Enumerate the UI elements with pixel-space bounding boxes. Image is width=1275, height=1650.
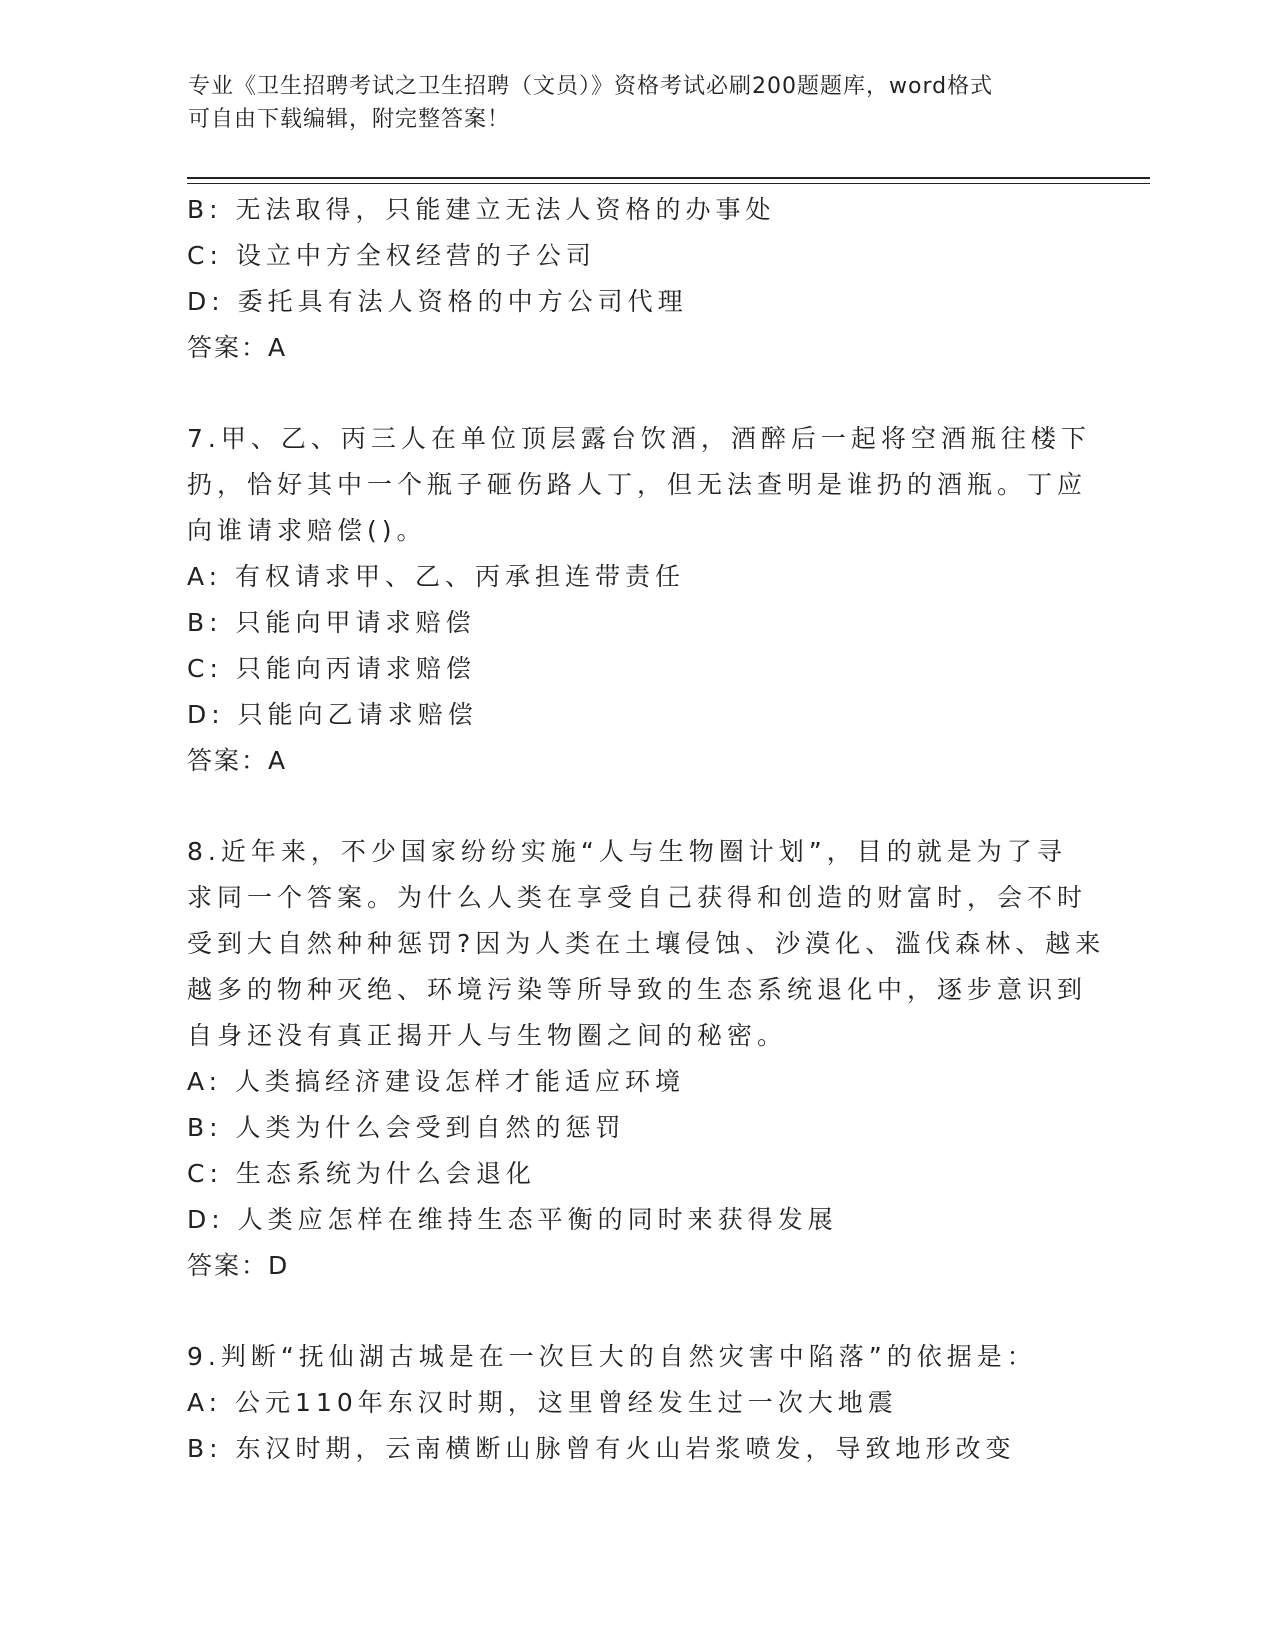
header-title-line-1: 专业《卫生招聘考试之卫生招聘（文员）》资格考试必刷200题题库，word格式 — [188, 74, 994, 99]
question-stem-line: 扔，恰好其中一个瓶子砸伤路人丁，但无法查明是谁扔的酒瓶。丁应 — [187, 470, 1088, 499]
option-d: D: 人类应怎样在维持生态平衡的同时来获得发展 — [187, 1205, 838, 1234]
document-body — [187, 187, 1106, 1472]
question-stem-line: 向谁请求赔偿()。 — [187, 516, 427, 545]
option-a: A: 人类搞经济建设怎样才能适应环境 — [187, 1067, 686, 1096]
question-9 — [187, 1334, 1087, 1472]
option-d: D: 只能向乙请求赔偿 — [187, 700, 478, 729]
option-a: A: 公元110年东汉时期，这里曾经发生过一次大地震 — [187, 1388, 898, 1417]
question-stem-line: 自身还没有真正揭开人与生物圈之间的秘密。 — [187, 1021, 788, 1050]
option-d: D: 委托具有法人资格的中方公司代理 — [187, 287, 688, 316]
option-b: B: 只能向甲请求赔偿 — [187, 608, 476, 637]
option-b: B: 人类为什么会受到自然的惩罚 — [187, 1113, 626, 1142]
option-a: A: 有权请求甲、乙、丙承担连带责任 — [187, 562, 686, 591]
question-8 — [187, 829, 1106, 1289]
option-c: C: 生态系统为什么会退化 — [187, 1159, 536, 1188]
question-stem-line: 求同一个答案。为什么人类在享受自己获得和创造的财富时，会不时 — [187, 883, 1088, 912]
page-header — [188, 70, 1088, 136]
option-b: B: 无法取得，只能建立无法人资格的办事处 — [187, 195, 776, 224]
question-7 — [187, 416, 1091, 784]
question-stem-line: 9.判断“抚仙湖古城是在一次巨大的自然灾害中陷落”的依据是： — [187, 1342, 1037, 1371]
option-c: C: 只能向丙请求赔偿 — [187, 654, 476, 683]
spacer — [187, 1289, 1087, 1334]
question-stem-line: 越多的物种灭绝、环境污染等所导致的生态系统退化中，逐步意识到 — [187, 975, 1088, 1004]
question-stem-line: 受到大自然种种惩罚?因为人类在土壤侵蚀、沙漠化、滥伐森林、越来 — [187, 929, 1106, 958]
option-c: C: 设立中方全权经营的子公司 — [187, 241, 596, 270]
spacer — [187, 371, 1087, 416]
spacer — [187, 784, 1087, 829]
header-title-line-2: 可自由下载编辑，附完整答案！ — [188, 107, 511, 132]
answer-line: 答案：A — [187, 746, 288, 775]
question-6-tail — [187, 187, 1087, 371]
answer-line: 答案：D — [187, 1251, 290, 1280]
header-divider-thick — [187, 177, 1150, 179]
answer-line: 答案：A — [187, 333, 288, 362]
question-stem-line: 7.甲、乙、丙三人在单位顶层露台饮酒，酒醉后一起将空酒瓶往楼下 — [187, 424, 1091, 453]
option-b: B: 东汉时期，云南横断山脉曾有火山岩浆喷发，导致地形改变 — [187, 1434, 1016, 1463]
question-stem-line: 8.近年来，不少国家纷纷实施“人与生物圈计划”，目的就是为了寻 — [187, 837, 1067, 866]
header-divider-thin — [187, 183, 1150, 184]
